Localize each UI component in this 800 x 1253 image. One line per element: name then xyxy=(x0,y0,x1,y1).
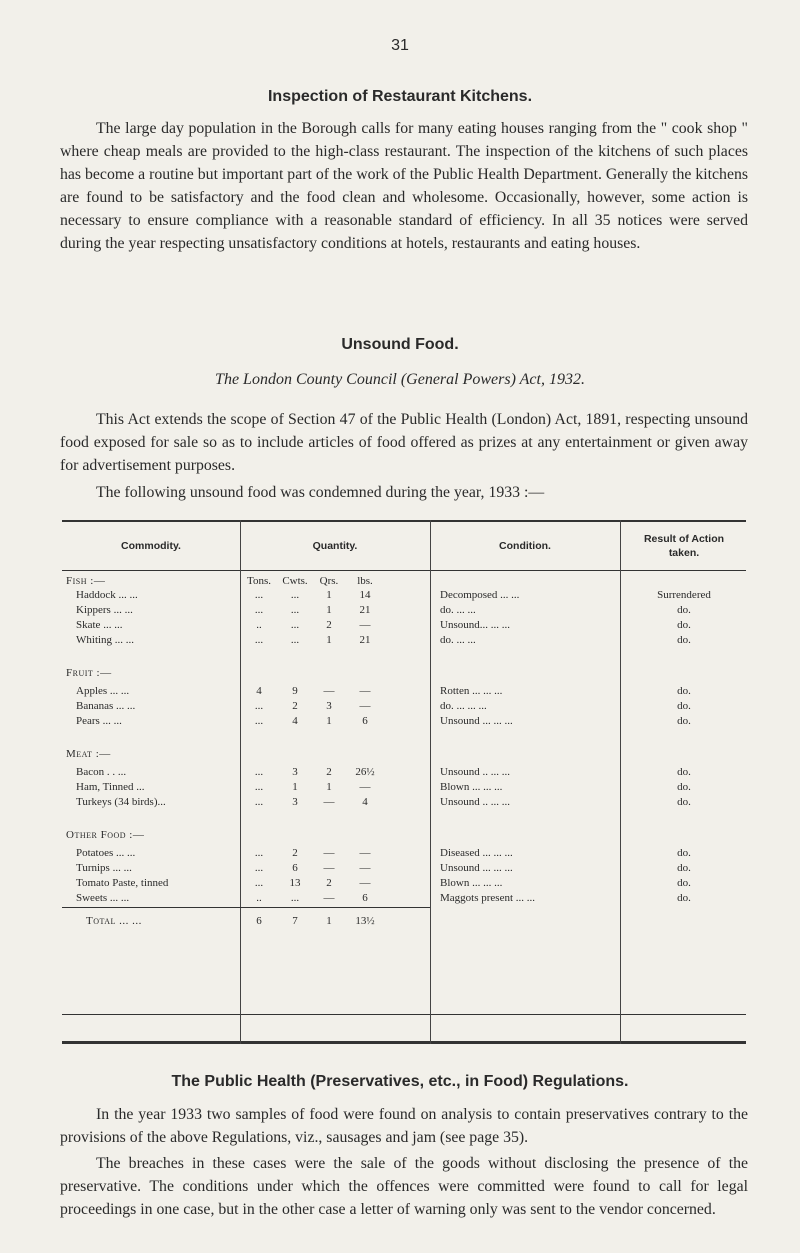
category-row xyxy=(62,828,746,843)
cell-result: do. xyxy=(677,685,691,697)
table-row xyxy=(62,876,746,891)
section-heading-restaurant-kitchens: Inspection of Restaurant Kitchens. xyxy=(267,88,533,105)
cell-lbs: 6 xyxy=(362,715,368,727)
table-row xyxy=(62,699,746,714)
table-row xyxy=(62,633,746,648)
total-label: Total ... ... xyxy=(86,915,142,927)
table-total-rule xyxy=(62,1014,746,1015)
total-lbs: 13½ xyxy=(355,915,375,927)
cell-commodity: Potatoes ... ... xyxy=(76,847,136,859)
cell-cwts: ... xyxy=(290,634,300,646)
cell-result: do. xyxy=(677,604,691,616)
cell-cwts: 2 xyxy=(292,847,298,859)
cell-result: do. xyxy=(677,634,691,646)
cell-commodity: Whiting ... ... xyxy=(76,634,135,646)
cell-lbs: — xyxy=(359,700,371,712)
cell-result: do. xyxy=(677,862,691,874)
cell-condition: Unsound .. ... ... xyxy=(440,766,510,778)
cell-condition: Decomposed ... ... xyxy=(440,589,520,601)
table-bottom-rule xyxy=(62,1041,746,1044)
cell-qrs: 1 xyxy=(326,781,332,793)
total-row xyxy=(62,914,746,929)
cell-condition: Maggots present ... ... xyxy=(440,892,536,904)
cell-condition: Diseased ... ... ... xyxy=(440,847,513,859)
table-row xyxy=(62,795,746,810)
cell-qrs: — xyxy=(323,892,335,904)
cell-cwts: 13 xyxy=(289,877,301,889)
unit-cwts: Cwts. xyxy=(282,575,308,587)
cell-condition: do. ... ... xyxy=(440,634,476,646)
unit-tons: Tons. xyxy=(247,575,271,587)
table-header-rule xyxy=(62,570,746,571)
cell-tons: ... xyxy=(254,847,264,859)
cell-cwts: ... xyxy=(290,619,300,631)
cell-tons: ... xyxy=(254,781,264,793)
cell-tons: ... xyxy=(254,715,264,727)
cell-qrs: 2 xyxy=(326,766,332,778)
paragraph-restaurant-kitchens: The large day population in the Borough calls for many eating houses ranging from the " cook shop " where cheap meals are provided to the high-class restaurant. The inspection of the kitchens of such places has become a routine but important part of the work of the Public Health Department. Generally the kitchens are found to be satisfactory and the food clean and wholesome. Occasionally, however, some action is necessary to ensure compliance with a reasonable standard of efficiency. In all 35 notices were served during the year respecting unsatisfactory conditions at hotels, restaurants and eating houses. xyxy=(60,120,748,252)
header-result: Result of Action taken. xyxy=(643,533,725,559)
cell-tons: 4 xyxy=(256,685,262,697)
category-label: Fruit :— xyxy=(66,667,112,679)
total-qrs: 1 xyxy=(326,915,332,927)
cell-cwts: 2 xyxy=(292,700,298,712)
cell-cwts: ... xyxy=(290,892,300,904)
table-row xyxy=(62,603,746,618)
cell-cwts: 9 xyxy=(292,685,298,697)
cell-lbs: — xyxy=(359,877,371,889)
cell-condition: Unsound... ... ... xyxy=(440,619,510,631)
total-cwts: 7 xyxy=(292,915,298,927)
cell-tons: ... xyxy=(254,700,264,712)
cell-tons: .. xyxy=(256,619,262,631)
subtotal-rule xyxy=(62,907,430,908)
page-number: 31 xyxy=(391,37,409,54)
paragraph-preservatives-breaches: The breaches in these cases were the sale of the goods without disclosing the presence of the preservative. The conditions under which the offences were committed were found to call for legal proceedings in one case, but in the other case a letter of warning only was sent to the vendor concerned. xyxy=(60,1155,748,1218)
cell-commodity: Skate ... ... xyxy=(76,619,123,631)
cell-condition: Unsound .. ... ... xyxy=(440,796,510,808)
cell-condition: do. ... ... ... xyxy=(440,700,487,712)
cell-lbs: 21 xyxy=(359,634,371,646)
cell-tons: .. xyxy=(256,892,262,904)
category-row xyxy=(62,747,746,762)
cell-result: do. xyxy=(677,847,691,859)
cell-commodity: Bacon . . ... xyxy=(76,766,127,778)
unit-qrs: Qrs. xyxy=(319,575,339,587)
cell-result: do. xyxy=(677,877,691,889)
cell-lbs: 26½ xyxy=(355,766,375,778)
cell-commodity: Ham, Tinned ... xyxy=(76,781,145,793)
cell-lbs: 14 xyxy=(359,589,371,601)
cell-lbs: — xyxy=(359,862,371,874)
category-label: Fish :— xyxy=(66,575,106,587)
table-row xyxy=(62,765,746,780)
cell-tons: ... xyxy=(254,877,264,889)
act-title: The London County Council (General Powers) Act, 1932. xyxy=(215,371,585,388)
table-row xyxy=(62,588,746,603)
total-tons: 6 xyxy=(256,915,262,927)
cell-qrs: 1 xyxy=(326,634,332,646)
cell-lbs: 4 xyxy=(362,796,368,808)
cell-result: do. xyxy=(677,892,691,904)
cell-commodity: Sweets ... ... xyxy=(76,892,130,904)
cell-tons: ... xyxy=(254,634,264,646)
cell-result: do. xyxy=(677,619,691,631)
cell-condition: Unsound ... ... ... xyxy=(440,862,513,874)
cell-qrs: 3 xyxy=(326,700,332,712)
cell-commodity: Apples ... ... xyxy=(76,685,130,697)
table-row xyxy=(62,714,746,729)
cell-commodity: Tomato Paste, tinned xyxy=(76,877,169,889)
cell-condition: Rotten ... ... ... xyxy=(440,685,503,697)
cell-commodity: Haddock ... ... xyxy=(76,589,138,601)
cell-result: Surrendered xyxy=(657,589,711,601)
cell-condition: Unsound ... ... ... xyxy=(440,715,513,727)
cell-lbs: 6 xyxy=(362,892,368,904)
unit-lbs: lbs. xyxy=(357,575,373,587)
cell-cwts: ... xyxy=(290,604,300,616)
cell-result: do. xyxy=(677,766,691,778)
cell-cwts: 4 xyxy=(292,715,298,727)
table-row xyxy=(62,684,746,699)
condemned-food-table xyxy=(62,520,746,1044)
table-row xyxy=(62,846,746,861)
category-row xyxy=(62,574,746,589)
cell-lbs: — xyxy=(359,619,371,631)
cell-commodity: Bananas ... ... xyxy=(76,700,136,712)
category-label: Other Food :— xyxy=(66,829,145,841)
cell-commodity: Kippers ... ... xyxy=(76,604,133,616)
cell-qrs: — xyxy=(323,796,335,808)
cell-lbs: — xyxy=(359,781,371,793)
paragraph-table-intro: The following unsound food was condemned during the year, 1933 :— xyxy=(96,484,545,501)
table-row xyxy=(62,891,746,906)
cell-tons: ... xyxy=(254,589,264,601)
cell-condition: do. ... ... xyxy=(440,604,476,616)
category-label: Meat :— xyxy=(66,748,111,760)
cell-commodity: Turkeys (34 birds)... xyxy=(76,796,166,808)
table-row xyxy=(62,780,746,795)
cell-lbs: — xyxy=(359,847,371,859)
cell-lbs: — xyxy=(359,685,371,697)
header-quantity: Quantity. xyxy=(312,540,358,552)
cell-qrs: 1 xyxy=(326,589,332,601)
cell-qrs: — xyxy=(323,685,335,697)
cell-tons: ... xyxy=(254,766,264,778)
cell-cwts: 6 xyxy=(292,862,298,874)
cell-qrs: 2 xyxy=(326,619,332,631)
cell-condition: Blown ... ... ... xyxy=(440,781,503,793)
paragraph-act-scope: This Act extends the scope of Section 47 of the Public Health (London) Act, 1891, respecting unsound food exposed for sale so as to include articles of food offered as prizes at any entertainment or given away for advertisement purposes. xyxy=(60,411,748,474)
cell-result: do. xyxy=(677,796,691,808)
header-commodity: Commodity. xyxy=(121,540,181,552)
section-heading-unsound-food: Unsound Food. xyxy=(341,336,459,353)
category-row xyxy=(62,666,746,681)
cell-result: do. xyxy=(677,715,691,727)
cell-tons: ... xyxy=(254,796,264,808)
cell-cwts: ... xyxy=(290,589,300,601)
cell-cwts: 3 xyxy=(292,766,298,778)
cell-result: do. xyxy=(677,781,691,793)
table-row xyxy=(62,618,746,633)
cell-result: do. xyxy=(677,700,691,712)
header-condition: Condition. xyxy=(499,540,551,552)
cell-commodity: Pears ... ... xyxy=(76,715,122,727)
cell-commodity: Turnips ... ... xyxy=(76,862,132,874)
cell-qrs: — xyxy=(323,847,335,859)
cell-qrs: 1 xyxy=(326,715,332,727)
cell-lbs: 21 xyxy=(359,604,371,616)
cell-tons: ... xyxy=(254,604,264,616)
cell-condition: Blown ... ... ... xyxy=(440,877,503,889)
cell-cwts: 3 xyxy=(292,796,298,808)
cell-qrs: — xyxy=(323,862,335,874)
section-heading-preservatives: The Public Health (Preservatives, etc., in Food) Regulations. xyxy=(171,1073,629,1090)
cell-qrs: 1 xyxy=(326,604,332,616)
cell-cwts: 1 xyxy=(292,781,298,793)
table-row xyxy=(62,861,746,876)
cell-qrs: 2 xyxy=(326,877,332,889)
paragraph-preservatives-samples: In the year 1933 two samples of food were found on analysis to contain preservatives contrary to the provisions of the above Regulations, viz., sausages and jam (see page 35). xyxy=(60,1106,748,1146)
table-top-rule xyxy=(62,520,746,522)
cell-tons: ... xyxy=(254,862,264,874)
